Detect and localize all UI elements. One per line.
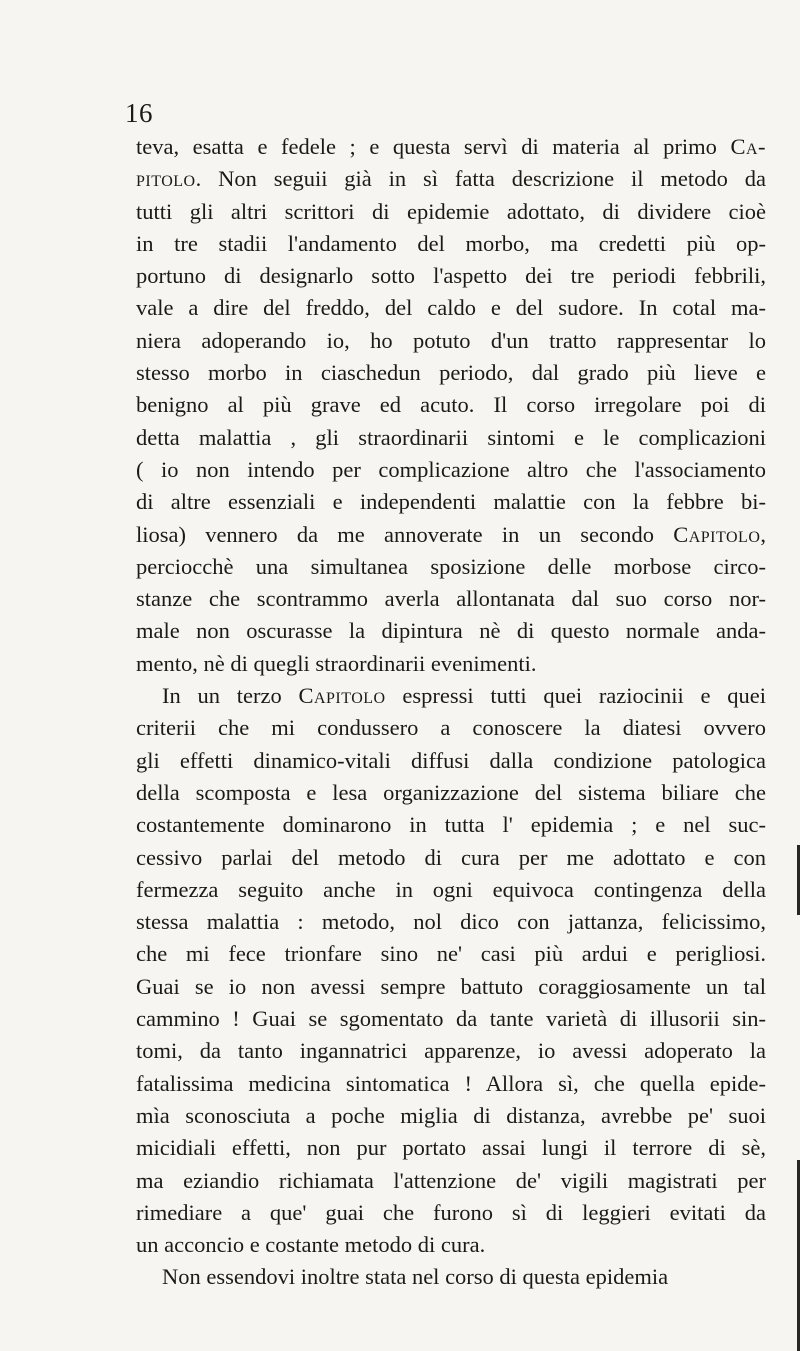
text-segment: niera adoperando io, ho potuto d'un tratto rappresentar lo (136, 327, 766, 353)
text-line (136, 325, 766, 357)
text-segment: male non oscurasse la dipintura nè di questo normale anda- (136, 618, 766, 644)
small-caps-text: Capitolo (673, 521, 761, 547)
text-segment: ( io non intendo per complicazione altro che l'associamento (136, 456, 766, 482)
text-segment: teva, esatta e fedele ; e questa servì di materia al primo (136, 134, 731, 159)
text-line (136, 745, 766, 777)
text-line (136, 454, 766, 486)
small-caps-text: Ca- (730, 134, 766, 159)
text-segment: espressi tutti quei raziocinii e quei (385, 683, 766, 709)
text-segment: stesso morbo in ciaschedun periodo, dal grado più lieve e (136, 360, 766, 386)
text-line (136, 615, 766, 647)
text-line (136, 583, 766, 615)
text-segment: benigno al più grave ed acuto. Il corso irregolare poi di (136, 392, 766, 418)
page-number: 16 (125, 98, 153, 128)
text-line (136, 357, 766, 389)
small-caps-text: Capitolo (298, 683, 386, 709)
text-line (136, 874, 766, 906)
text-segment: liosa) vennero da me annoverate in un secondo (136, 521, 674, 547)
text-line (136, 228, 766, 260)
text-segment: mento, nè di quegli straordinarii evenimenti. (136, 650, 537, 676)
text-line (136, 131, 766, 163)
text-line (136, 1100, 766, 1132)
text-segment: fatalissima medicina sintomatica ! Allora sì, che quella epide- (136, 1070, 766, 1096)
text-segment: micidiali effetti, non pur portato assai lungi il terrore di sè, (136, 1135, 766, 1161)
text-segment: ma eziandio richiamata l'attenzione de' vigili magistrati per (136, 1167, 766, 1193)
text-segment: cammino ! Guai se sgomentato da tante varietà di illusorii sin- (136, 1006, 766, 1032)
text-line (136, 712, 766, 744)
text-line (136, 1165, 766, 1197)
text-segment: stanze che scontrammo averla allontanata dal suo corso nor- (136, 586, 766, 612)
paragraph (136, 680, 766, 1261)
text-segment: fermezza seguito anche in ogni equivoca contingenza della (136, 876, 766, 902)
text-segment: perciocchè una simultanea sposizione delle morbose circo- (136, 553, 766, 579)
text-line (136, 163, 766, 195)
text-line (136, 971, 766, 1003)
text-segment: mìa sconosciuta a poche miglia di distanza, avrebbe pe' suoi (136, 1102, 766, 1128)
text-line (136, 422, 766, 454)
text-line (136, 1132, 766, 1164)
text-line (136, 842, 766, 874)
small-caps-text: pitolo (136, 166, 196, 192)
text-segment: detta malattia , gli straordinarii sintomi e le complicazioni (136, 424, 766, 450)
text-segment: stessa malattia : metodo, nol dico con jattanza, felicissimo, (136, 909, 766, 935)
text-line (136, 260, 766, 292)
text-segment: Guai se io non avessi sempre battuto coraggiosamente un tal (136, 973, 766, 999)
text-line (136, 1261, 766, 1293)
text-segment: Non essendovi inoltre stata nel corso di questa epidemia (162, 1264, 669, 1290)
paragraph (136, 1261, 766, 1293)
text-segment: rimediare a que' guai che furono sì di leggieri evitati da (136, 1199, 766, 1225)
text-line (136, 938, 766, 970)
text-line (136, 1035, 766, 1067)
text-line (136, 1003, 766, 1035)
text-line (136, 389, 766, 421)
text-segment: tomi, da tanto ingannatrici apparenze, io avessi adoperato la (136, 1038, 766, 1064)
text-line (136, 680, 766, 712)
text-segment: costantemente dominarono in tutta l' epidemia ; e nel suc- (136, 812, 766, 838)
text-segment: , (760, 521, 766, 547)
text-line (136, 1197, 766, 1229)
text-segment: che mi fece trionfare sino ne' casi più ardui e perigliosi. (136, 941, 766, 967)
text-segment: in tre stadii l'andamento del morbo, ma credetti più op- (136, 230, 766, 256)
text-segment: vale a dire del freddo, del caldo e del sudore. In cotal ma- (136, 295, 766, 321)
body-text (136, 131, 766, 1294)
text-line (136, 196, 766, 228)
text-segment: tutti gli altri scrittori di epidemie adottato, di dividere cioè (136, 198, 766, 224)
text-line (136, 519, 766, 551)
paragraph (136, 131, 766, 680)
text-segment: portuno di designarlo sotto l'aspetto dei tre periodi febbrili, (136, 263, 766, 289)
text-segment: di altre essenziali e independenti malattie con la febbre bi- (136, 489, 766, 515)
text-segment: In un terzo (162, 683, 299, 709)
text-line (136, 292, 766, 324)
text-line (136, 906, 766, 938)
text-segment: gli effetti dinamico-vitali diffusi dalla condizione patologica (136, 747, 766, 773)
text-segment: criterii che mi condussero a conoscere la diatesi ovvero (136, 715, 766, 741)
text-line (136, 486, 766, 518)
text-segment: un acconcio e costante metodo di cura. (136, 1232, 486, 1258)
text-line (136, 777, 766, 809)
text-line (136, 551, 766, 583)
text-line (136, 1068, 766, 1100)
text-line (136, 1229, 766, 1261)
text-segment: della scomposta e lesa organizzazione del sistema biliare che (136, 779, 766, 805)
text-segment: . Non seguii già in sì fatta descrizione il metodo da (195, 166, 766, 192)
text-line (136, 648, 766, 680)
text-segment: cessivo parlai del metodo di cura per me adottato e con (136, 844, 766, 870)
text-line (136, 809, 766, 841)
